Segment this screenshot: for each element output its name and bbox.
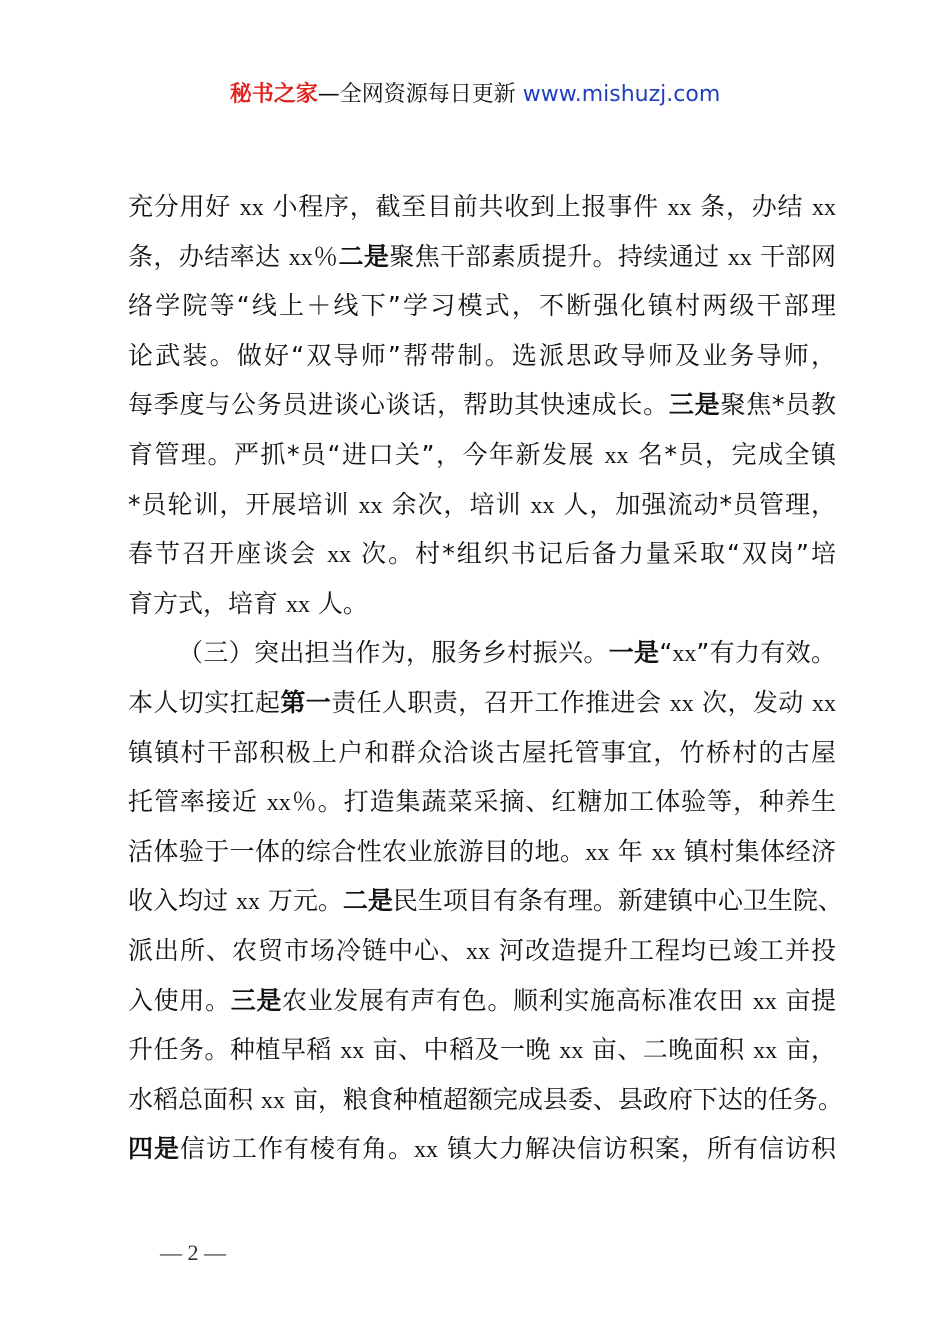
emphasis-phrase: 二是 [342, 886, 393, 916]
body-line: *员轮训，开展培训 xx 余次，培训 xx 人，加强流动*员管理， [128, 489, 836, 519]
site-tagline: —全网资源每日更新 [317, 82, 516, 107]
body-line: 育管理。严抓*员“进口关”，今年新发展 xx 名*员，完成全镇 [128, 439, 837, 469]
placeholder-text: xx [285, 591, 310, 618]
emphasis-phrase: 三是 [230, 985, 283, 1015]
placeholder-text: xx [466, 938, 491, 965]
placeholder-text: xx [651, 839, 676, 866]
placeholder-text: xx [340, 1038, 365, 1065]
body-line: 活体验于一体的综合性农业旅游目的地。xx 年 xx 镇村集体经济 [128, 836, 836, 866]
placeholder-text: xx [235, 889, 260, 916]
body-line: 每季度与公务员进谈心谈话，帮助其快速成长。三是聚焦*员教 [128, 390, 836, 420]
body-line: 四是信访工作有棱有角。xx 镇大力解决信访积案，所有信访积 [128, 1134, 836, 1164]
placeholder-text: xx [260, 1087, 285, 1114]
body-line: 络学院等“线上＋线下”学习模式，不断强化镇村两级干部理 [128, 291, 836, 321]
page-number: — 2 — [160, 1240, 226, 1265]
body-line: 收入均过 xx 万元。二是民生项目有条有理。新建镇中心卫生院、 [128, 886, 843, 916]
placeholder-text: xx [288, 244, 313, 271]
placeholder-text: xx [266, 790, 291, 817]
placeholder-text: xx [812, 195, 836, 221]
emphasis-phrase: 三是 [668, 390, 721, 420]
body-line: 升任务。种植早稻 xx 亩、中稻及一晚 xx 亩、二晚面积 xx 亩， [128, 1035, 836, 1065]
placeholder-text: xx [585, 839, 610, 866]
placeholder-text: xx [669, 690, 694, 717]
body-line: 镇镇村干部积极上户和群众洽谈古屋托管事宜，竹桥村的古屋 [128, 737, 836, 767]
body-line: 水稻总面积 xx 亩，粮食种植超额完成县委、县政府下达的任务。 [128, 1084, 843, 1114]
placeholder-text: xx [811, 690, 836, 717]
document-body [128, 182, 843, 1174]
body-line: 本人切实扛起第一责任人职责，召开工作推进会 xx 次，发动 xx [128, 687, 836, 717]
body-line: 托管率接近 xx％。打造集蔬菜采摘、红糖加工体验等，种养生 [128, 787, 836, 817]
body-line: 充分用好 xx 小程序，截至目前共收到上报事件 xx 条，办结 xx [128, 192, 836, 221]
placeholder-text: xx [604, 442, 629, 469]
body-line: 派出所、农贸市场冷链中心、xx 河改造提升工程均已竣工并投 [128, 935, 836, 965]
emphasis-phrase: 第一 [280, 687, 332, 717]
emphasis-phrase: 一是 [608, 638, 660, 668]
placeholder-text: xx [667, 195, 692, 221]
placeholder-text: xx [753, 1038, 778, 1065]
emphasis-phrase: 二是 [338, 241, 390, 271]
site-header [0, 80, 950, 110]
placeholder-text: xx [239, 195, 264, 221]
placeholder-text: xx [327, 542, 352, 569]
body-line: 论武装。做好“双导师”帮带制。选派思政导师及业务导师， [128, 340, 836, 370]
section-heading-line: （三）突出担当作为，服务乡村振兴。一是“xx”有力有效。 [178, 638, 836, 668]
body-line: 入使用。三是农业发展有声有色。顺利实施高标准农田 xx 亩提 [128, 985, 836, 1015]
placeholder-text: xx [358, 492, 383, 519]
body-line: 育方式，培育 xx 人。 [128, 588, 368, 618]
placeholder-text: xx [672, 641, 697, 668]
placeholder-text: xx [414, 1137, 439, 1164]
placeholder-text: xx [559, 1038, 584, 1065]
site-brand: 秘书之家 [229, 82, 318, 107]
placeholder-text: xx [752, 988, 777, 1015]
placeholder-text: xx [727, 244, 752, 271]
placeholder-text: xx [530, 492, 555, 519]
emphasis-phrase: 四是 [128, 1134, 181, 1164]
body-line: 条，办结率达 xx％二是聚焦干部素质提升。持续通过 xx 干部网 [128, 241, 836, 271]
site-url-link[interactable]: www.mishuzj.com [522, 82, 721, 107]
body-line: 春节召开座谈会 xx 次。村*组织书记后备力量采取“双岗”培 [128, 539, 836, 569]
